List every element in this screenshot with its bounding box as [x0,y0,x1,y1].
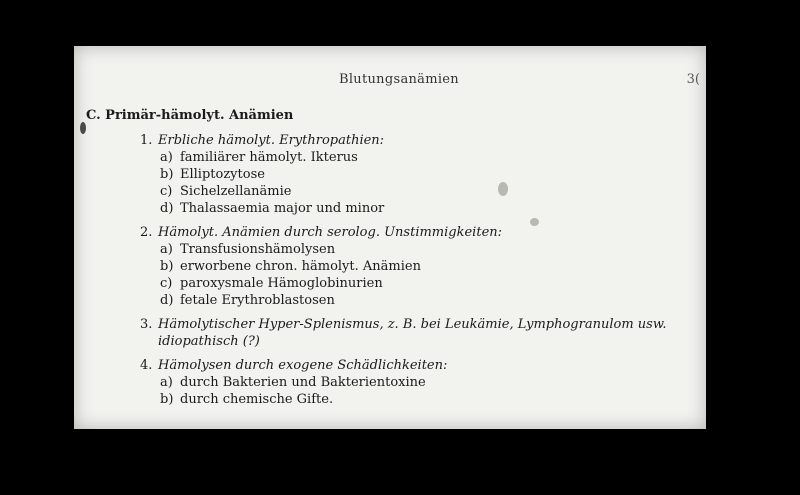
sub-letter: b) [160,392,174,407]
sub-letter: a) [160,375,173,390]
list-item-1 [140,132,706,217]
item-heading [140,224,706,241]
sub-item [160,275,706,292]
sub-text: Transfusionshämolysen [180,242,336,257]
sub-text: erworbene chron. hämolyt. Anämien [180,259,421,274]
sub-letter: d) [160,293,174,308]
slide [74,46,706,429]
page-header-title: Blutungsanämien [339,72,459,87]
sub-text: Elliptozytose [180,167,265,182]
sub-item [160,258,706,275]
sub-text: familiärer hämolyt. Ikterus [180,150,358,165]
sub-letter: c) [160,276,173,291]
sub-letter: b) [160,259,174,274]
item-number: 1. [140,133,153,148]
sub-item [160,166,706,183]
sub-item [160,183,706,200]
item-number: 4. [140,358,153,373]
list-item-3 [140,316,706,350]
sub-item [160,149,706,166]
sub-letter: a) [160,150,173,165]
page-number: 3( [686,72,700,87]
sub-item [160,292,706,309]
sub-letter: c) [160,184,173,199]
item-heading-text: Hämolysen durch exogene Schädlichkeiten: [158,358,448,373]
sub-item [160,391,706,408]
sub-text: paroxysmale Hämoglobinurien [180,276,383,291]
sub-text: Sichelzellanämie [180,184,292,199]
item-heading-text: Hämolytischer Hyper-Splenismus, z. B. bei Leukämie, Lymphogranulom usw. [158,317,667,332]
item-number: 3. [140,317,153,332]
item-heading [140,316,706,333]
sub-item [160,241,706,258]
sub-text: fetale Erythroblastosen [180,293,335,308]
section-title: C. Primär-hämolyt. Anämien [86,108,294,123]
list-item-4 [140,357,706,408]
outline-list [74,132,706,408]
sub-text: Thalassaemia major und minor [180,201,385,216]
item-heading [140,357,706,374]
sub-text: durch Bakterien und Bakterientoxine [180,375,426,390]
sub-letter: a) [160,242,173,257]
sub-letter: d) [160,201,174,216]
sub-item [160,374,706,391]
list-item-2 [140,224,706,309]
item-heading-text: Erbliche hämolyt. Erythropathien: [158,133,385,148]
item-heading [140,132,706,149]
item-heading-text: Hämolyt. Anämien durch serolog. Unstimmigkeiten: [158,225,503,240]
sub-text: durch chemische Gifte. [180,392,334,407]
item-continuation: idiopathisch (?) [158,334,260,349]
sub-item [160,200,706,217]
dust-spot [80,122,86,134]
sub-letter: b) [160,167,174,182]
item-number: 2. [140,225,153,240]
dust-spot [498,182,508,196]
dust-spot [530,218,539,226]
